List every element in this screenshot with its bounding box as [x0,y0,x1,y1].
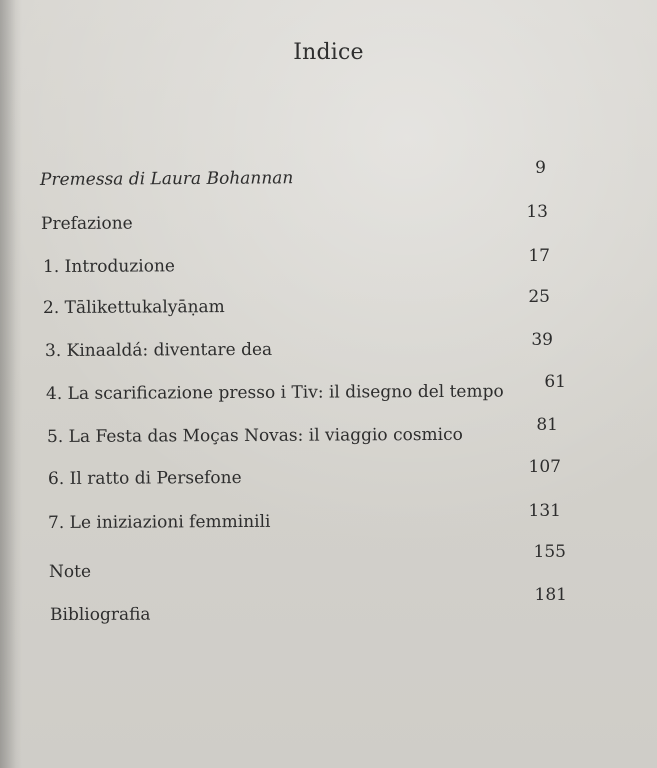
toc-entry-introduzione [0,246,657,297]
toc-entry-title: Prefazione [40,213,133,234]
toc-entry-title: 3. Kinaaldá: diventare dea [44,339,273,361]
toc-entry-scarificazione [0,372,657,424]
toc-entry-title: 7. Le iniziazioni femminili [47,511,271,533]
toc-entry-page: 17 [528,246,550,266]
toc-entry-page: 13 [526,202,548,222]
toc-entry-title: 4. La scarificazione presso i Tiv: il disegno del tempo [45,381,504,404]
toc-entry-premessa [0,158,657,210]
toc-entry-page: 131 [528,501,561,521]
toc-entry-title: 1. Introduzione [42,256,176,277]
toc-entry-prefazione [0,202,657,254]
toc-entry-page: 39 [531,330,553,350]
toc-entry-title: Note [48,561,92,582]
toc-entry-page: 81 [536,415,558,435]
toc-entry-bibliografia [0,585,657,645]
toc-entry-title: 5. La Festa das Moças Novas: il viaggio cosmico [46,424,463,447]
toc-entry-title: 2. Tālikettukalyāṇam [42,297,225,318]
toc-entry-page: 181 [534,585,567,605]
toc-entry-page: 9 [535,158,546,178]
toc-entry-title: Bibliografia [49,604,151,625]
toc-entry-page: 25 [528,287,550,307]
toc-entry-page: 155 [533,542,566,562]
toc-entry-page: 61 [544,372,566,392]
toc-entry-title: 6. Il ratto di Persefone [47,467,242,489]
toc-entry-talikettukalyanam [0,287,657,338]
page-title: Indice [293,40,364,65]
toc-entry-page: 107 [528,457,561,477]
toc-entry-title: Premessa di Laura Bohannan [39,168,294,190]
